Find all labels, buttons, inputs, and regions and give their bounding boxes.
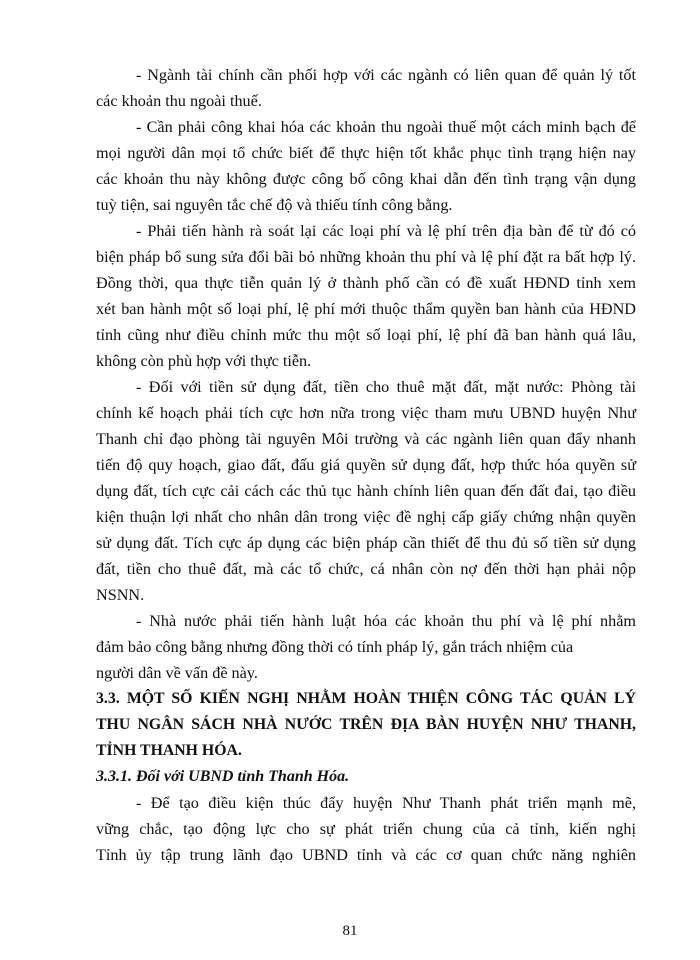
paragraph-land-use-fees — [96, 374, 636, 608]
text-line: dụng đất, tích cực cải cách các thủ tục hành chính liên quan đến đất đai, tạo điều — [96, 482, 636, 500]
paragraph-province-recommendation — [96, 790, 636, 868]
text-line: các khoản thu ngoài thuế. — [96, 92, 262, 110]
text-line: Thanh chỉ đạo phòng tài nguyên Môi trường và các ngành liên quan đẩy nhanh — [96, 430, 636, 448]
heading-line: TỈNH THANH HÓA. — [96, 742, 242, 759]
text-line: - Phải tiến hành rà soát lại các loại phí và lệ phí trên địa bàn để từ đó có — [136, 222, 636, 240]
text-line: không còn phù hợp với thực tiễn. — [96, 352, 312, 370]
text-line: các khoản thu này không được công bố công khai dẫn đến tình trạng vận dụng — [96, 170, 636, 188]
text-line: sử dụng đất. Tích cực áp dụng các biện pháp cần thiết để thu đủ số tiền sử dụng — [96, 534, 636, 552]
heading-line: THU NGÂN SÁCH NHÀ NƯỚC TRÊN ĐỊA BÀN HUYỆN NHƯ THANH, — [96, 716, 636, 733]
text-line: tiến độ quy hoạch, giao đất, đấu giá quyền sử dụng đất, hợp thức hóa quyền sử — [96, 456, 636, 474]
heading-line: 3.3. MỘT SỐ KIẾN NGHỊ NHẰM HOÀN THIỆN CÔNG TÁC QUẢN LÝ — [96, 690, 636, 707]
subheading-text: 3.3.1. Đối với UBND tỉnh Thanh Hóa. — [96, 768, 350, 785]
text-line: - Ngành tài chính cần phối hợp với các ngành có liên quan để quản lý tốt — [136, 66, 636, 84]
paragraph-finance-coordination — [96, 62, 636, 114]
text-line: đất, tiền cho thuê đất, mà các tổ chức, cá nhân còn nợ đến thời hạn phải nộp — [96, 560, 636, 578]
text-line: tỉnh cũng như điều chỉnh mức thu một số loại phí, lệ phí đã ban hành quá lâu, — [96, 326, 636, 344]
text-line: tuỳ tiện, sai nguyên tắc chế độ và thiếu tính công bằng. — [96, 196, 453, 214]
paragraph-fee-review — [96, 218, 636, 374]
paragraph-public-disclosure — [96, 114, 636, 218]
text-line: vững chắc, tạo động lực cho sự phát triển chung của cả tỉnh, kiến nghị — [96, 820, 636, 838]
text-line: biện pháp bổ sung sửa đổi bãi bỏ những khoản thu phí và lệ phí đặt ra bất hợp lý. — [96, 248, 636, 266]
text-line: NSNN. — [96, 586, 145, 604]
text-line: mọi người dân mọi tổ chức biết để thực hiện tốt khắc phục tình trạng hiện nay — [96, 144, 636, 162]
page-number: 81 — [342, 923, 358, 939]
text-line: người dân về vấn đề này. — [96, 664, 258, 682]
section-heading — [96, 686, 636, 764]
text-line: - Nhà nước phải tiến hành luật hóa các khoản thu phí và lệ phí nhằm — [136, 612, 636, 630]
text-line: kiện thuận lợi nhất cho nhân dân trong việc đề nghị cấp giấy chứng nhận quyền — [96, 508, 636, 526]
text-line: xét ban hành một số loại phí, lệ phí mới thuộc thẩm quyền ban hành của HĐND — [96, 300, 636, 318]
text-line: đảm bảo công bằng nhưng đồng thời có tính pháp lý, gắn trách nhiệm của — [96, 638, 574, 656]
subsection-heading — [96, 764, 636, 790]
text-line: Đồng thời, qua thực tiễn quản lý ở thành phố cần có đề xuất HĐND tỉnh xem — [96, 274, 636, 292]
text-line: chính kế hoạch phải tích cực hơn nữa trong việc tham mưu UBND huyện Như — [96, 404, 636, 422]
text-line: - Cần phải công khai hóa các khoản thu ngoài thuế một cách minh bạch để — [136, 118, 636, 136]
text-line: - Đối với tiền sử dụng đất, tiền cho thuê mặt đất, mặt nước: Phòng tài — [136, 378, 636, 396]
text-line: - Để tạo điều kiện thúc đẩy huyện Như Thanh phát triển mạnh mẽ, — [136, 794, 636, 812]
paragraph-legalization — [96, 608, 636, 686]
text-line: Tỉnh ủy tập trung lãnh đạo UBND tỉnh và các cơ quan chức năng nghiên — [96, 846, 636, 864]
